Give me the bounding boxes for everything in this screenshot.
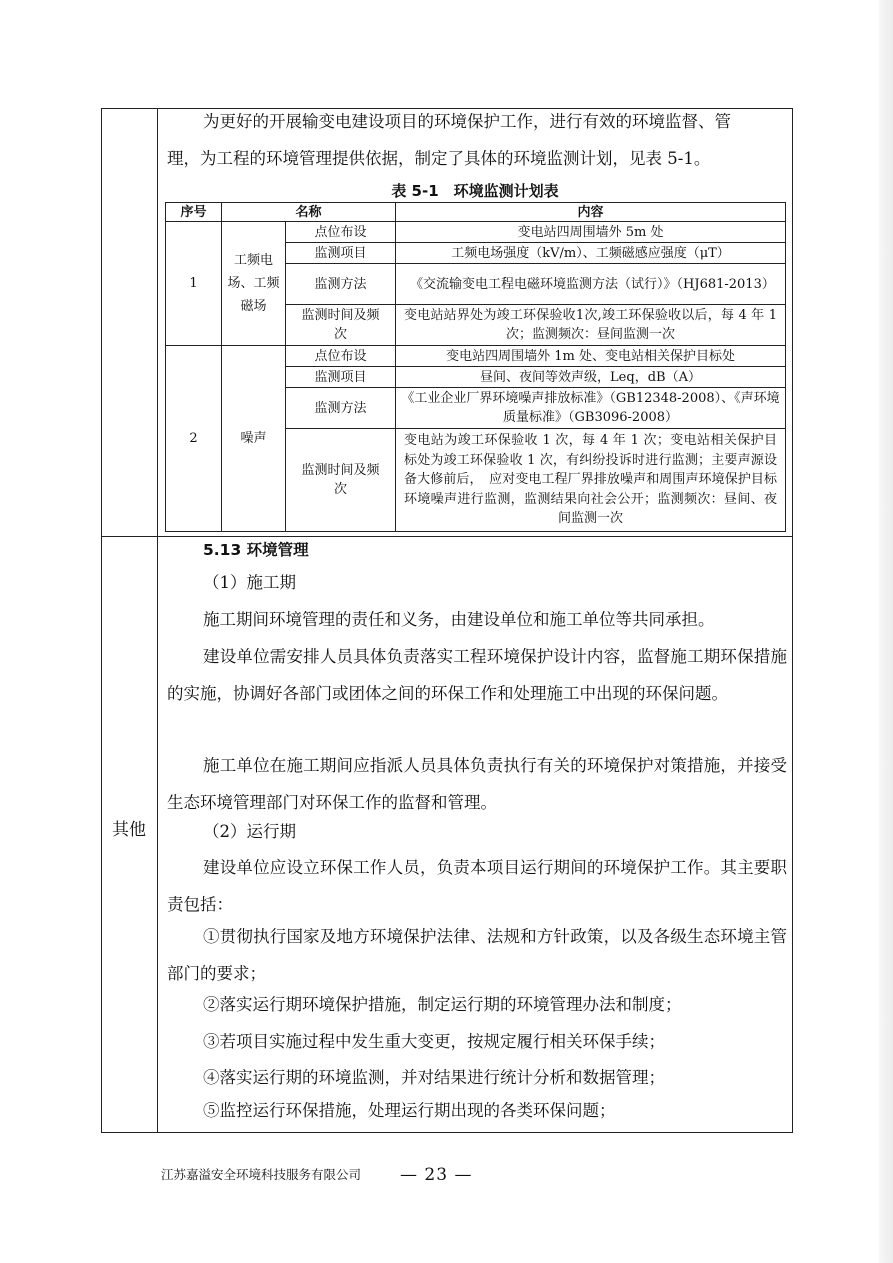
row-item: 监测方法 — [286, 264, 396, 305]
row-item: 监测项目 — [286, 243, 396, 264]
header-name: 名称 — [222, 203, 396, 222]
paragraph-2: 建设单位需安排人员具体负责落实工程环境保护设计内容，监督施工期环保措施的实施，协调好各部门或团体之间的环保工作和处理施工中出现的环保问题。 — [167, 647, 787, 703]
page-edge-shadow — [879, 0, 893, 1263]
duty-item: ⑤监控运行环保措施，处理运行期出现的各类环保问题； — [203, 1101, 616, 1120]
duty-item: ③若项目实施过程中发生重大变更，按规定履行相关环保手续； — [203, 1032, 665, 1051]
group-category: 工频电场、工频磁场 — [222, 222, 286, 346]
table-row — [166, 222, 786, 243]
duty-item: ②落实运行期环境保护措施，制定运行期的环境管理办法和制度； — [203, 995, 682, 1014]
row-item: 监测时间及频次 — [286, 305, 396, 346]
operation-heading: （2）运行期 — [203, 822, 296, 841]
header-content: 内容 — [396, 203, 786, 222]
row-item: 点位布设 — [286, 222, 396, 243]
monitoring-plan-table — [165, 202, 786, 532]
row-item: 监测方法 — [286, 388, 396, 429]
footer-company: 江苏嘉溢安全环境科技服务有限公司 — [161, 1167, 362, 1182]
row-content: 变电站四周围墙外 5m 处 — [396, 222, 786, 243]
paragraph-4: 建设单位应设立环保工作人员，负责本项目运行期间的环境保护工作。其主要职责包括： — [167, 858, 787, 914]
page-number: — 23 — — [400, 1165, 473, 1185]
row-content: 昼间、夜间等效声级，Leq，dB（A） — [396, 367, 786, 388]
duty-item: ④落实运行期的环境监测，并对结果进行统计分析和数据管理； — [203, 1068, 665, 1087]
construction-heading: （1）施工期 — [203, 573, 296, 592]
paragraph-3: 施工单位在施工期间应指派人员具体负责执行有关的环境保护对策措施，并接受生态环境管理部门对环保工作的监督和管理。 — [167, 756, 787, 812]
row-content: 变电站站界处为竣工环保验收1次,竣工环保验收以后，每 4 年 1 次；监测频次：昼间监测一次 — [396, 305, 786, 346]
row-content: 《工业企业厂界环境噪声排放标准》（GB12348-2008）、《声环境质量标准》（GB3096-2008） — [396, 388, 786, 429]
duty-item: ①贯彻执行国家及地方环境保护法律、法规和方针政策，以及各级生态环境主管部门的要求； — [167, 927, 787, 983]
group-number: 1 — [166, 222, 222, 346]
row-item: 监测项目 — [286, 367, 396, 388]
row-content: 工频电场强度（kV/m）、工频磁感应强度（μT） — [396, 243, 786, 264]
header-no: 序号 — [166, 203, 222, 222]
row-item: 监测时间及频次 — [286, 429, 396, 532]
row-content: 变电站四周围墙外 1m 处、变电站相关保护目标处 — [396, 346, 786, 367]
table-header-row — [166, 203, 786, 222]
row-item: 点位布设 — [286, 346, 396, 367]
side-label-other: 其他 — [112, 820, 146, 840]
table-row — [166, 346, 786, 367]
section-title: 5.13 环境管理 — [203, 541, 309, 559]
row-content: 变电站为竣工环保验收 1 次，每 4 年 1 次；变电站相关保护目标处为竣工环保验收 1 次，有纠纷投诉时进行监测；主要声源设备大修前后， 应对变电工程厂界排放噪声和周围声环境保护目标环境噪声进行监测，监测结果向社会公开；监测频次：昼间、夜间监测一次 — [396, 429, 786, 532]
group-category: 噪声 — [222, 346, 286, 532]
intro-line-1: 为更好的开展输变电建设项目的环境保护工作，进行有效的环境监督、管 — [203, 112, 731, 131]
table-caption: 表 5-1 环境监测计划表 — [391, 182, 559, 200]
paragraph-1: 施工期间环境管理的责任和义务，由建设单位和施工单位等共同承担。 — [203, 610, 715, 629]
group-number: 2 — [166, 346, 222, 532]
row-content: 《交流输变电工程电磁环境监测方法（试行）》（HJ681-2013） — [396, 264, 786, 305]
frame-vertical-divider — [157, 108, 158, 1133]
intro-line-2: 理，为工程的环境管理提供依据，制定了具体的环境监测计划，见表 5-1。 — [167, 149, 711, 168]
